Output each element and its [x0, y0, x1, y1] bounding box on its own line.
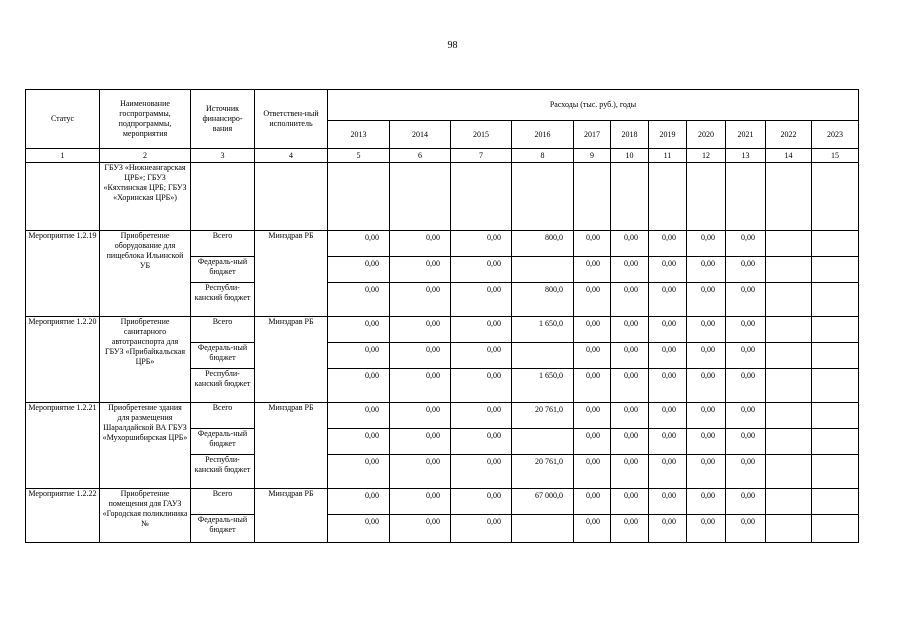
expense-value: 0,00: [687, 515, 726, 543]
expense-value: 0,00: [451, 369, 512, 403]
header-year: 2013: [328, 121, 390, 149]
expense-value: 0,00: [611, 369, 649, 403]
expense-value: [812, 369, 859, 403]
expense-value: [812, 455, 859, 489]
expense-value: 800,0: [512, 231, 574, 257]
expense-value: 0,00: [390, 455, 451, 489]
expense-value: 0,00: [574, 489, 611, 515]
expense-value: [766, 369, 812, 403]
expense-value: 0,00: [611, 283, 649, 317]
expense-value: [812, 515, 859, 543]
expense-value: [512, 429, 574, 455]
cont-executor: [255, 163, 328, 231]
header-year: 2018: [611, 121, 649, 149]
funding-source: Всего: [191, 231, 255, 257]
event-name: Приобретение оборудование для пищеблока Ильинской УБ: [100, 231, 191, 317]
expense-value: 0,00: [649, 369, 687, 403]
expense-value: 0,00: [451, 489, 512, 515]
column-number: 3: [191, 149, 255, 163]
expense-value: 0,00: [574, 343, 611, 369]
cont-name: ГБУЗ «Нижнеангарская ЦРБ»; ГБУЗ «Кяхтинская ЦРБ; ГБУЗ «Хоринская ЦРБ»): [100, 163, 191, 231]
expense-value: [766, 429, 812, 455]
expense-value: 0,00: [611, 515, 649, 543]
expense-value: 0,00: [726, 317, 766, 343]
event-name: Приобретение здания для размещения Шаралдайской ВА ГБУЗ «Мухоршибирская ЦРБ»: [100, 403, 191, 489]
expense-value: 0,00: [611, 429, 649, 455]
cont-status: [26, 163, 100, 231]
funding-source: Всего: [191, 403, 255, 429]
expense-value: 0,00: [726, 429, 766, 455]
column-number: 5: [328, 149, 390, 163]
cont-source: [191, 163, 255, 231]
expense-value: 0,00: [328, 369, 390, 403]
expense-value: 0,00: [649, 343, 687, 369]
header-expenses: Расходы (тыс. руб.), годы: [328, 90, 859, 121]
expense-value: [766, 283, 812, 317]
expense-value: 0,00: [687, 283, 726, 317]
expense-value: 0,00: [390, 343, 451, 369]
header-year: 2015: [451, 121, 512, 149]
expense-value: 0,00: [687, 257, 726, 283]
expense-value: 0,00: [611, 257, 649, 283]
expense-value: 0,00: [574, 257, 611, 283]
header-year: 2016: [512, 121, 574, 149]
table-row: [26, 317, 859, 343]
expense-value: 0,00: [390, 317, 451, 343]
expense-value: [812, 283, 859, 317]
expense-value: 0,00: [451, 429, 512, 455]
column-number: 12: [687, 149, 726, 163]
expense-value: [766, 403, 812, 429]
expense-value: 0,00: [574, 455, 611, 489]
expense-value: 0,00: [649, 317, 687, 343]
column-number: 6: [390, 149, 451, 163]
expense-value: [766, 317, 812, 343]
expense-value: 0,00: [611, 343, 649, 369]
expense-value: 0,00: [390, 257, 451, 283]
expense-value: 0,00: [328, 515, 390, 543]
expense-value: [812, 403, 859, 429]
header-year: 2021: [726, 121, 766, 149]
expense-value: 0,00: [390, 283, 451, 317]
event-name: Приобретение помещения для ГАУЗ «Городская поликлиника №: [100, 489, 191, 543]
expense-value: 0,00: [649, 429, 687, 455]
column-number: 8: [512, 149, 574, 163]
expense-value: 0,00: [574, 369, 611, 403]
expense-value: 0,00: [574, 429, 611, 455]
event-status: Мероприятие 1.2.21: [26, 403, 100, 489]
event-name: Приобретение санитарного автотранспорта для ГБУЗ «Прибайкальская ЦРБ»: [100, 317, 191, 403]
header-status: Статус: [26, 90, 100, 149]
expense-value: 0,00: [390, 515, 451, 543]
funding-source: Федераль-ный бюджет: [191, 429, 255, 455]
column-number: 2: [100, 149, 191, 163]
column-number: 4: [255, 149, 328, 163]
expense-value: 20 761,0: [512, 455, 574, 489]
column-number: 13: [726, 149, 766, 163]
expense-value: [812, 317, 859, 343]
expense-value: 0,00: [451, 283, 512, 317]
funding-source: Республи-канский бюджет: [191, 369, 255, 403]
column-number: 15: [812, 149, 859, 163]
expense-value: [766, 455, 812, 489]
expense-value: 0,00: [611, 231, 649, 257]
expense-value: 0,00: [649, 515, 687, 543]
funding-source: Федераль-ный бюджет: [191, 343, 255, 369]
expense-value: 0,00: [328, 317, 390, 343]
expense-value: [766, 343, 812, 369]
header-year: 2022: [766, 121, 812, 149]
expense-value: 0,00: [687, 317, 726, 343]
expense-value: 0,00: [611, 317, 649, 343]
expense-value: 0,00: [687, 403, 726, 429]
funding-source: Федераль-ный бюджет: [191, 515, 255, 543]
event-status: Мероприятие 1.2.22: [26, 489, 100, 543]
expense-value: 20 761,0: [512, 403, 574, 429]
funding-source: Всего: [191, 489, 255, 515]
funding-source: Всего: [191, 317, 255, 343]
expense-value: [512, 343, 574, 369]
expense-value: [812, 257, 859, 283]
expense-value: 0,00: [611, 403, 649, 429]
column-number: 14: [766, 149, 812, 163]
expense-value: [512, 515, 574, 543]
expense-value: [766, 231, 812, 257]
expense-value: 0,00: [726, 489, 766, 515]
expense-value: 0,00: [328, 283, 390, 317]
expense-value: 0,00: [451, 515, 512, 543]
expense-value: [812, 429, 859, 455]
expense-value: 0,00: [649, 489, 687, 515]
expense-value: [812, 343, 859, 369]
table-row: [26, 231, 859, 257]
expense-value: 0,00: [726, 343, 766, 369]
expense-value: 0,00: [574, 403, 611, 429]
column-number: 7: [451, 149, 512, 163]
column-number: 9: [574, 149, 611, 163]
expenses-table: [25, 89, 859, 543]
expense-value: 0,00: [726, 283, 766, 317]
expense-value: 1 650,0: [512, 369, 574, 403]
column-number: 11: [649, 149, 687, 163]
expense-value: 0,00: [726, 369, 766, 403]
expense-value: 0,00: [451, 343, 512, 369]
expense-value: 0,00: [687, 455, 726, 489]
funding-source: Республи-канский бюджет: [191, 283, 255, 317]
expense-value: 0,00: [390, 369, 451, 403]
column-number: 1: [26, 149, 100, 163]
expense-value: [512, 257, 574, 283]
expense-value: 0,00: [726, 455, 766, 489]
expense-value: 0,00: [390, 489, 451, 515]
expense-value: 0,00: [687, 489, 726, 515]
expense-value: 0,00: [451, 231, 512, 257]
expense-value: 0,00: [328, 455, 390, 489]
expense-value: 0,00: [574, 515, 611, 543]
expense-value: 0,00: [649, 403, 687, 429]
header-year: 2017: [574, 121, 611, 149]
header-name: Наименование госпрограммы, подпрограммы, мероприятия: [100, 90, 191, 149]
expense-value: 0,00: [726, 231, 766, 257]
expense-value: 0,00: [390, 429, 451, 455]
expense-value: 0,00: [451, 455, 512, 489]
expense-value: 0,00: [649, 455, 687, 489]
expense-value: 1 650,0: [512, 317, 574, 343]
expense-value: 0,00: [726, 515, 766, 543]
event-executor: Минздрав РБ: [255, 489, 328, 543]
expense-value: 0,00: [687, 429, 726, 455]
expense-value: 0,00: [574, 283, 611, 317]
header-executor: Ответствен-ный исполнитель: [255, 90, 328, 149]
expense-value: [766, 515, 812, 543]
table-row: [26, 489, 859, 515]
expense-value: 0,00: [328, 489, 390, 515]
expense-value: 0,00: [687, 369, 726, 403]
expense-value: 0,00: [451, 257, 512, 283]
expense-value: [812, 489, 859, 515]
header-year: 2020: [687, 121, 726, 149]
expense-value: 0,00: [328, 343, 390, 369]
event-executor: Минздрав РБ: [255, 317, 328, 403]
expense-value: [766, 257, 812, 283]
table-row: [26, 403, 859, 429]
event-executor: Минздрав РБ: [255, 231, 328, 317]
header-source: Источник финансиро-вания: [191, 90, 255, 149]
header-year: 2019: [649, 121, 687, 149]
expense-value: 0,00: [328, 403, 390, 429]
funding-source: Республи-канский бюджет: [191, 455, 255, 489]
expense-value: 0,00: [328, 231, 390, 257]
expense-value: 0,00: [390, 403, 451, 429]
expense-value: [766, 489, 812, 515]
expense-value: 0,00: [611, 455, 649, 489]
expense-value: [812, 231, 859, 257]
expense-value: 0,00: [451, 403, 512, 429]
event-executor: Минздрав РБ: [255, 403, 328, 489]
page-number: 98: [447, 40, 458, 51]
header-year: 2023: [812, 121, 859, 149]
expense-value: 0,00: [649, 257, 687, 283]
expense-value: 800,0: [512, 283, 574, 317]
header-year: 2014: [390, 121, 451, 149]
expense-value: 0,00: [611, 489, 649, 515]
event-status: Мероприятие 1.2.19: [26, 231, 100, 317]
expense-value: 0,00: [726, 257, 766, 283]
expense-value: 0,00: [649, 231, 687, 257]
expense-value: 0,00: [328, 429, 390, 455]
event-status: Мероприятие 1.2.20: [26, 317, 100, 403]
expense-value: 0,00: [574, 231, 611, 257]
expense-value: 0,00: [451, 317, 512, 343]
expense-value: 0,00: [687, 231, 726, 257]
expense-value: 0,00: [328, 257, 390, 283]
expense-value: 0,00: [574, 317, 611, 343]
funding-source: Федераль-ный бюджет: [191, 257, 255, 283]
expense-value: 0,00: [649, 283, 687, 317]
expense-value: 0,00: [390, 231, 451, 257]
expense-value: 67 000,0: [512, 489, 574, 515]
column-number: 10: [611, 149, 649, 163]
expense-value: 0,00: [726, 403, 766, 429]
expense-value: 0,00: [687, 343, 726, 369]
